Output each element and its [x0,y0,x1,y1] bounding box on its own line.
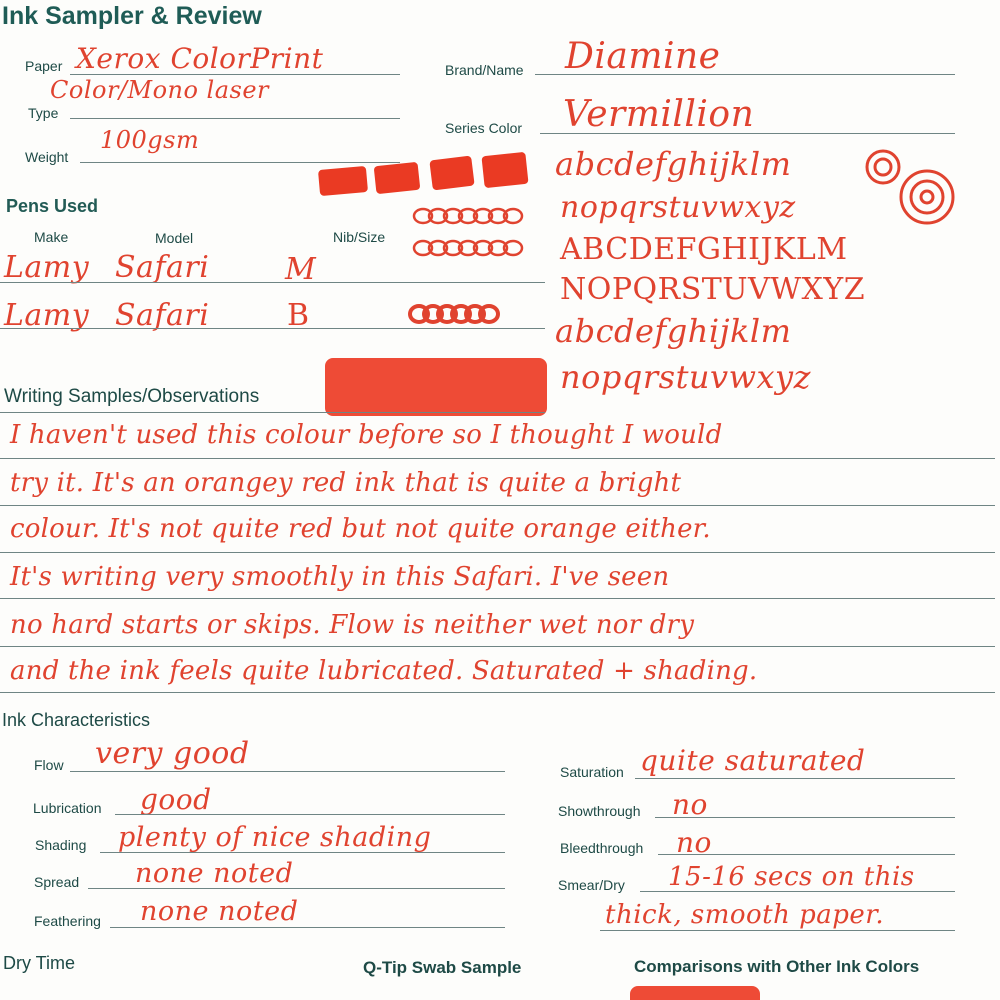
pen-2-make: Lamy [4,298,90,333]
pen-2-nib: B [287,298,310,333]
feathering-label: Feathering [34,913,101,929]
lubrication-value: good [140,783,212,816]
observation-rule-3 [0,552,995,553]
paper-value: Xerox ColorPrint [76,42,324,75]
pens-col-make: Make [34,229,69,245]
alphabet-line-3: ABCDEFGHIJKLM [560,232,848,267]
qtip-heading: Q-Tip Swab Sample [363,958,522,977]
smear-rule-1 [640,891,955,892]
shading-value: plenty of nice shading [118,822,432,853]
pen-2-rule [0,328,545,329]
alphabet-line-5: abcdefghijklm [555,312,792,350]
observation-line-3: colour. It's not quite red but not quite orange either. [10,514,711,544]
characteristics-heading: Ink Characteristics [2,710,151,730]
type-rule [70,118,400,119]
brand-label: Brand/Name [445,62,524,78]
observation-rule-1 [0,458,995,459]
nib-loop-samples [405,200,535,330]
showthrough-rule [655,817,955,818]
showthrough-label: Showthrough [558,803,641,819]
shading-rule [100,852,505,853]
writing-heading: Writing Samples/Observations [4,386,260,407]
pen-1-rule [0,282,545,283]
pen-1-model: Safari [115,250,210,285]
series-label: Series Color [445,120,523,136]
bleedthrough-rule [658,854,955,855]
observation-line-1: I haven't used this colour before so I thought I would [10,420,723,450]
observation-line-5: no hard starts or skips. Flow is neither wet nor dry [10,610,695,640]
alphabet-line-6: nopqrstuvwxyz [560,358,811,396]
smear-value-2: thick, smooth paper. [605,900,885,930]
spread-label: Spread [34,874,80,890]
brand-rule [535,74,955,75]
pen-2-model: Safari [115,298,210,333]
comparisons-heading: Comparisons with Other Ink Colors [634,957,920,976]
type-value: Color/Mono laser [50,76,270,104]
observation-line-4: It's writing very smoothly in this Safari. I've seen [10,562,670,592]
saturation-value: quite saturated [640,744,866,777]
bleedthrough-value: no [676,826,712,859]
brand-value: Diamine [565,36,721,77]
swatch-strokes [315,150,535,198]
smear-value-1: 15-16 secs on this [668,862,915,892]
saturation-rule [635,778,955,779]
observation-rule-5 [0,646,995,647]
type-label: Type [28,105,59,121]
swirl-doodle [855,145,955,235]
page-title: Ink Sampler & Review [2,2,262,30]
swab-sample-large [325,358,547,416]
weight-value: 100gsm [100,126,200,154]
lubrication-label: Lubrication [33,800,102,816]
observation-rule-2 [0,505,995,506]
spread-rule [88,888,505,889]
flow-value: very good [95,736,250,771]
alphabet-line-4: NOPQRSTUVWXYZ [560,272,866,307]
spread-value: none noted [135,858,294,889]
shading-label: Shading [35,837,87,853]
smear-label: Smear/Dry [558,877,625,893]
paper-label: Paper [25,58,63,74]
bleedthrough-label: Bleedthrough [560,840,644,856]
series-rule [540,133,955,134]
lubrication-rule [115,814,505,815]
observation-rule-6 [0,692,995,693]
flow-rule [70,771,505,772]
observation-rule-4 [0,598,995,599]
flow-label: Flow [34,757,64,773]
saturation-label: Saturation [560,764,624,780]
paper-rule [70,74,400,75]
smear-rule-2 [600,930,955,931]
alphabet-line-2: nopqrstuvwxyz [560,190,796,225]
series-value: Vermillion [563,94,755,135]
observation-line-6: and the ink feels quite lubricated. Saturated + shading. [10,656,758,686]
pens-col-model: Model [155,230,194,246]
pen-1-make: Lamy [4,250,90,285]
pens-col-nib: Nib/Size [333,229,386,245]
feathering-value: none noted [140,896,299,927]
showthrough-value: no [672,788,708,821]
feathering-rule [110,927,505,928]
pen-1-nib: M [285,252,317,287]
observation-line-2: try it. It's an orangey red ink that is quite a bright [10,468,682,498]
pens-heading: Pens Used [6,196,99,216]
alphabet-line-1: abcdefghijklm [555,145,792,183]
weight-label: Weight [25,149,69,165]
comparison-swatch [630,986,760,1000]
writing-heading-rule [0,412,545,413]
dry-time-heading: Dry Time [3,953,75,973]
